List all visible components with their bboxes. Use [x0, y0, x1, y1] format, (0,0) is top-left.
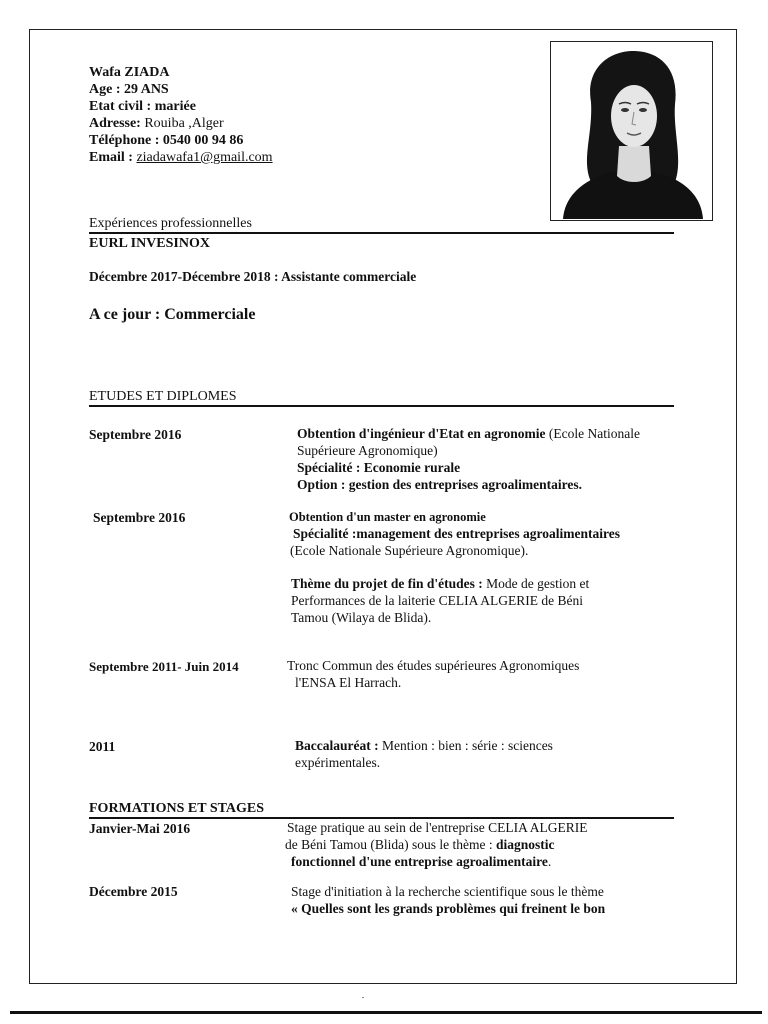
education-heading: ETUDES ET DIPLOMES	[89, 389, 237, 404]
education-item-2-theme-line-3: Tamou (Wilaya de Blida).	[291, 610, 432, 625]
address-label: Adresse:	[89, 116, 141, 131]
email-link[interactable]: ziadawafa1@gmail.com	[136, 150, 273, 165]
education-item-2-specialty: Spécialité :management des entreprises agroalimentaires	[293, 526, 620, 541]
education-item-2-theme	[291, 575, 589, 592]
education-item-2-degree: Obtention d'un master en agronomie	[289, 510, 486, 524]
education-item-1-option: Option : gestion des entreprises agroalimentaires.	[297, 477, 582, 492]
email	[89, 149, 273, 166]
education-item-3-line-2: l'ENSA El Harrach.	[295, 675, 402, 690]
education-date-4: 2011	[89, 739, 116, 754]
training-date-1: Janvier-Mai 2016	[89, 821, 191, 836]
training-item-1-line-2-bold: diagnostic	[496, 837, 555, 852]
profile-photo-image	[551, 42, 711, 219]
experience-rule	[89, 232, 674, 234]
experience-entry-2: A ce jour : Commerciale	[89, 306, 256, 323]
education-item-2-school: (Ecole Nationale Supérieure Agronomique).	[290, 543, 529, 558]
experience-entry-1: Décembre 2017-Décembre 2018 : Assistante commerciale	[89, 269, 417, 284]
education-item-2-theme-line-2: Performances de la laiterie CELIA ALGERIE de Béni	[291, 593, 584, 608]
education-item-4-degree: Baccalauréat :	[295, 738, 379, 753]
education-item-4-line-1	[295, 737, 553, 754]
identity-block	[89, 64, 273, 166]
training-heading: FORMATIONS ET STAGES	[89, 801, 265, 816]
education-date-1: Septembre 2016	[89, 427, 182, 442]
training-item-1-line-2	[285, 836, 555, 853]
education-item-1-line-2: Supérieure Agronomique)	[297, 443, 438, 458]
address	[89, 115, 273, 132]
experience-company: EURL INVESINOX	[89, 236, 210, 251]
training-item-1-line-2-text: de Béni Tamou (Blida) sous le thème :	[285, 837, 497, 852]
phone: Téléphone : 0540 00 94 86	[89, 133, 244, 148]
education-item-4-mention: Mention : bien : série : sciences	[378, 738, 553, 753]
experience-heading: Expériences professionnelles	[89, 216, 252, 231]
civil-status-label: Etat civil :	[89, 99, 155, 114]
education-item-1-line-1	[297, 425, 640, 442]
training-item-1-line-3	[291, 853, 551, 870]
training-item-1-line-1: Stage pratique au sein de l'entreprise CELIA ALGERIE	[287, 820, 588, 835]
training-item-1-line-3-end: .	[547, 854, 552, 869]
bottom-rule	[10, 1011, 762, 1014]
civil-status-value: mariée	[154, 99, 196, 114]
scan-speck	[362, 997, 364, 998]
education-date-3: Septembre 2011- Juin 2014	[89, 659, 239, 674]
education-item-3-line-1: Tronc Commun des études supérieures Agronomiques	[287, 658, 580, 673]
education-date-2: Septembre 2016	[93, 510, 186, 525]
education-item-2-theme-start: Mode de gestion et	[482, 576, 590, 591]
candidate-name: Wafa ZIADA	[89, 65, 170, 80]
profile-photo	[550, 41, 713, 221]
training-item-1-line-3-bold: fonctionnel d'une entreprise agroalimentaire	[291, 854, 548, 869]
candidate-age: Age : 29 ANS	[89, 82, 169, 97]
education-item-4-line-2: expérimentales.	[295, 755, 381, 770]
address-value: Rouiba ,Alger	[140, 116, 224, 131]
education-item-1-school-start: (Ecole Nationale	[545, 426, 640, 441]
education-item-1-specialty: Spécialité : Economie rurale	[297, 460, 461, 475]
email-label: Email :	[89, 150, 137, 165]
education-item-2-theme-label: Thème du projet de fin d'études :	[291, 576, 483, 591]
training-item-2-line-1: Stage d'initiation à la recherche scientifique sous le thème	[291, 884, 604, 899]
training-item-2-line-2: « Quelles sont les grands problèmes qui freinent le bon	[291, 901, 606, 916]
training-date-2: Décembre 2015	[89, 884, 178, 899]
civil-status	[89, 98, 273, 115]
education-item-1-degree: Obtention d'ingénieur d'Etat en agronomie	[297, 426, 546, 441]
education-rule	[89, 405, 674, 407]
